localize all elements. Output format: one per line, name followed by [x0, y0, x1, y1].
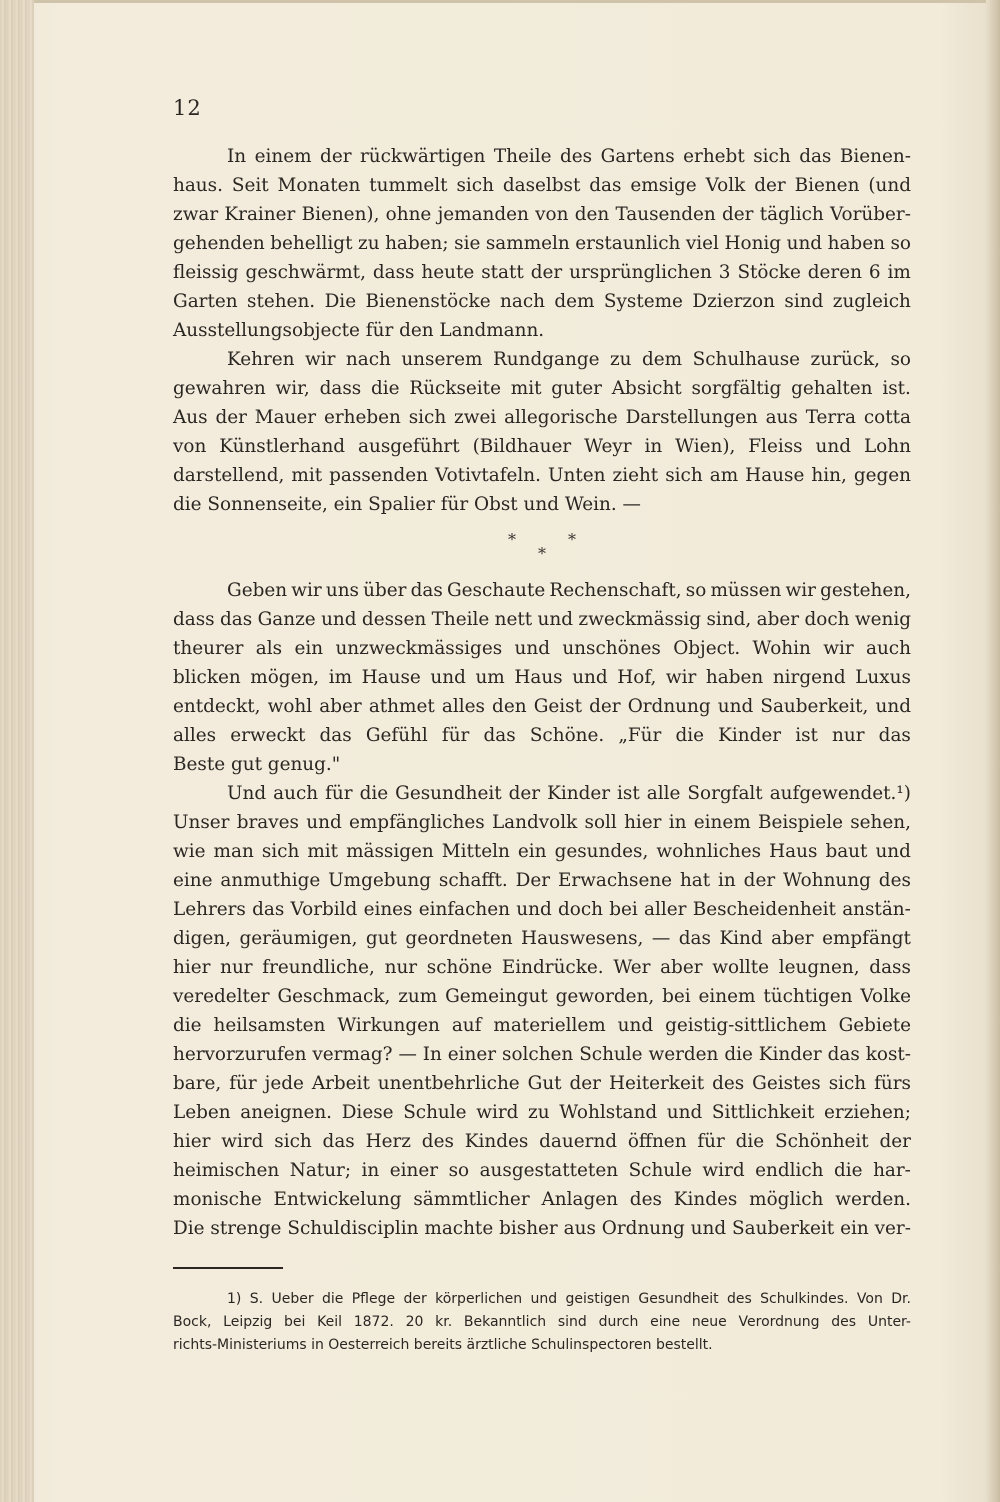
text-line: dass das Ganze und dessen Theile nett und zweckmässig sind, aber doch wenig: [173, 609, 911, 630]
text-line: von Künstlerhand ausgeführt (Bildhauer Weyr in Wien), Fleiss und Lohn: [173, 436, 911, 457]
section-asterism: [0, 530, 1000, 570]
text-block-second: [173, 576, 911, 1243]
book-edge-right: [986, 0, 1000, 1502]
text-line: Kehren wir nach unserem Rundgange zu dem Schulhause zurück, so: [227, 349, 911, 370]
text-line: zwar Krainer Bienen), ohne jemanden von den Tausenden der täglich Vorüber-: [173, 204, 911, 225]
text-line: Geben wir uns über das Geschaute Rechenschaft, so müssen wir gestehen,: [227, 580, 911, 601]
paragraph-summary: [173, 576, 911, 779]
footnote-line: 1) S. Ueber die Pflege der körperlichen und geistigen Gesundheit des Schulkindes. Von Dr.: [227, 1291, 911, 1307]
footnote-line: richts-Ministeriums in Oesterreich bereits ärztliche Schulinspectoren bestellt.: [173, 1337, 713, 1353]
text-line: hier nur freundliche, nur schöne Eindrücke. Wer aber wollte leugnen, dass: [173, 957, 911, 978]
text-line: die heilsamsten Wirkungen auf materiellem und geistig-sittlichem Gebiete: [173, 1015, 911, 1036]
asterisk: *: [508, 530, 516, 549]
text-line: wie man sich mit mässigen Mitteln ein gesundes, wohnliches Haus baut und: [173, 841, 911, 862]
text-line: Leben aneignen. Diese Schule wird zu Wohlstand und Sittlichkeit erziehen;: [173, 1102, 911, 1123]
text-line: digen, geräumigen, gut geordneten Hauswesens, — das Kind aber empfängt: [173, 928, 911, 949]
text-line: alles erweckt das Gefühl für das Schöne. „Für die Kinder ist nur das: [173, 725, 911, 746]
book-edge-top: [34, 0, 986, 3]
page-number: 12: [173, 96, 202, 120]
text-line: Aus der Mauer erheben sich zwei allegorische Darstellungen aus Terra cotta: [173, 407, 911, 428]
text-line: die Sonnenseite, ein Spalier für Obst und Wein. —: [173, 494, 641, 515]
text-line: monische Entwickelung sämmtlicher Anlagen des Kindes möglich werden.: [173, 1189, 911, 1210]
book-edge-left: [0, 0, 34, 1502]
text-line: Garten stehen. Die Bienenstöcke nach dem Systeme Dzierzon sind zugleich: [173, 291, 911, 312]
text-line: fleissig geschwärmt, dass heute statt der ursprünglichen 3 Stöcke deren 6 im: [173, 262, 911, 283]
text-line: Und auch für die Gesundheit der Kinder ist alle Sorgfalt aufgewendet.¹): [227, 783, 911, 804]
paragraph-rear-side: [173, 345, 911, 519]
text-line: Lehrers das Vorbild eines einfachen und doch bei aller Bescheidenheit anstän-: [173, 899, 911, 920]
text-line: hier wird sich das Herz des Kindes dauernd öffnen für die Schönheit der: [173, 1131, 911, 1152]
text-line: haus. Seit Monaten tummelt sich daselbst das emsige Volk der Bienen (und: [173, 175, 911, 196]
asterisk: *: [538, 544, 546, 563]
footnote-line: Bock, Leipzig bei Keil 1872. 20 kr. Bekanntlich sind durch eine neue Verordnung des Unter-: [173, 1314, 911, 1330]
text-line: Unser braves und empfängliches Landvolk soll hier in einem Beispiele sehen,: [173, 812, 911, 833]
text-line: Beste gut genug.": [173, 754, 341, 775]
text-line: entdeckt, wohl aber athmet alles den Geist der Ordnung und Sauberkeit, und: [173, 696, 911, 717]
text-line: blicken mögen, im Hause und um Haus und Hof, wir haben nirgend Luxus: [173, 667, 911, 688]
footnote-divider: [173, 1267, 283, 1269]
paragraph-beehive: [173, 142, 911, 345]
text-line: veredelter Geschmack, zum Gemeingut geworden, bei einem tüchtigen Volke: [173, 986, 911, 1007]
text-line: Die strenge Schuldisciplin machte bisher aus Ordnung und Sauberkeit ein ver-: [173, 1218, 911, 1239]
text-line: theurer als ein unzweckmässiges und unschönes Object. Wohin wir auch: [173, 638, 911, 659]
text-line: Ausstellungsobjecte für den Landmann.: [173, 320, 545, 341]
text-line: darstellend, mit passenden Votivtafeln. Unten zieht sich am Hause hin, gegen: [173, 465, 911, 486]
footnote: [173, 1288, 911, 1357]
text-line: heimischen Natur; in einer so ausgestatteten Schule wird endlich die har-: [173, 1160, 911, 1181]
text-line: In einem der rückwärtigen Theile des Gartens erhebt sich das Bienen-: [227, 146, 911, 167]
text-line: bare, für jede Arbeit unentbehrliche Gut der Heiterkeit des Geistes sich fürs: [173, 1073, 911, 1094]
text-line: gewahren wir, dass die Rückseite mit guter Absicht sorgfältig gehalten ist.: [173, 378, 911, 399]
text-block-first: [173, 142, 911, 519]
paragraph-health: [173, 779, 911, 1243]
text-line: hervorzurufen vermag? — In einer solchen Schule werden die Kinder das kost-: [173, 1044, 911, 1065]
asterisk: *: [568, 530, 576, 549]
text-line: eine anmuthige Umgebung schafft. Der Erwachsene hat in der Wohnung des: [173, 870, 911, 891]
text-line: gehenden behelligt zu haben; sie sammeln erstaunlich viel Honig und haben so: [173, 233, 911, 254]
